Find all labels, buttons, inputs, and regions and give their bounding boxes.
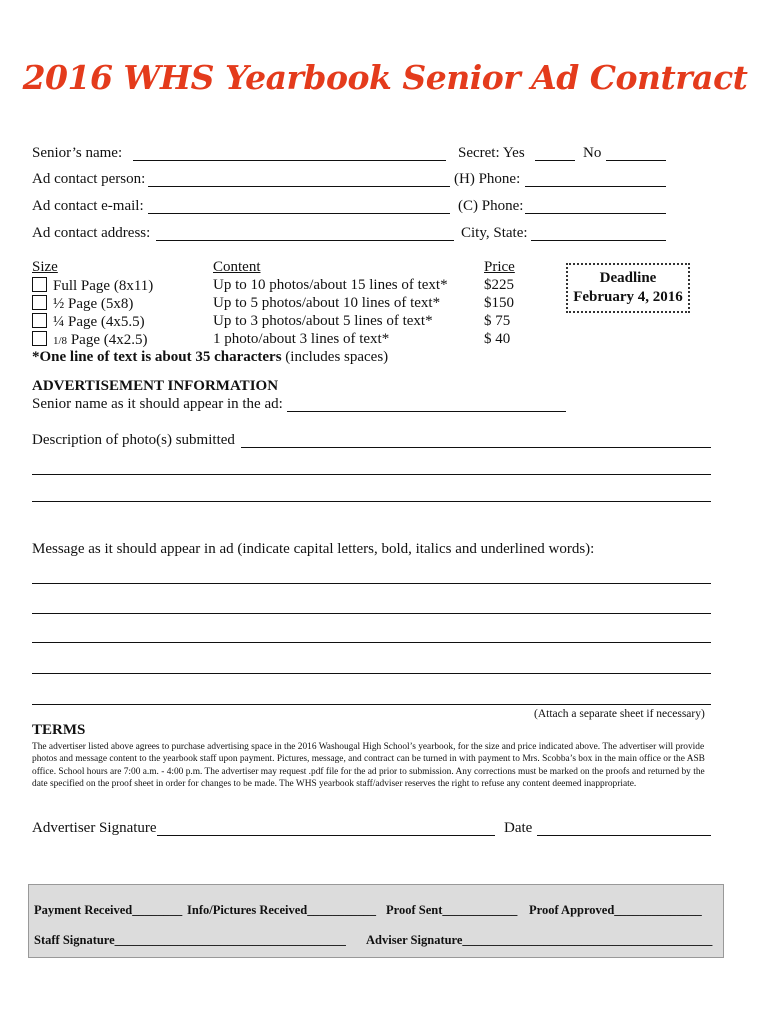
ad-contact-email-label: Ad contact e-mail: (32, 198, 144, 214)
content-cell: Up to 10 photos/about 15 lines of text* (213, 277, 448, 293)
message-field[interactable] (32, 642, 711, 643)
price-cell: $225 (484, 277, 514, 293)
cell-phone-field[interactable] (525, 213, 666, 214)
photo-description-label: Description of photo(s) submitted (32, 432, 235, 448)
advertisement-heading: ADVERTISEMENT INFORMATION (32, 378, 279, 394)
content-cell: Up to 3 photos/about 5 lines of text* (213, 313, 433, 329)
size-option: 1/8 Page (4x2.5) (32, 331, 147, 349)
price-cell: $150 (484, 295, 514, 311)
secret-yes-field[interactable] (535, 160, 575, 161)
message-field[interactable] (32, 613, 711, 614)
terms-heading: TERMS (32, 722, 86, 738)
adviser-signature: Adviser Signature________________________________________ (366, 933, 713, 947)
ad-contact-address-field[interactable] (156, 240, 454, 241)
price-header: Price (484, 259, 515, 275)
senior-name-ad-label: Senior name as it should appear in the ad: (32, 396, 283, 412)
ad-contact-person-field[interactable] (148, 186, 450, 187)
photo-description-field[interactable] (32, 501, 711, 502)
photo-description-field[interactable] (241, 447, 711, 448)
date-label: Date (504, 820, 533, 836)
proof-approved: Proof Approved______________ (529, 903, 702, 917)
senior-name-field[interactable] (133, 160, 446, 161)
content-header: Content (213, 259, 261, 275)
cell-phone-label: (C) Phone: (458, 198, 524, 214)
payment-received: Payment Received________ (34, 903, 183, 917)
ad-contact-email-field[interactable] (148, 213, 450, 214)
size-option: ½ Page (5x8) (32, 295, 133, 313)
senior-name-label: Senior’s name: (32, 145, 123, 161)
message-field[interactable] (32, 583, 711, 584)
line-length-note: *One line of text is about 35 characters (includes spaces) (32, 349, 389, 365)
price-cell: $ 75 (484, 313, 511, 329)
advertiser-signature-field[interactable] (157, 835, 495, 836)
message-field[interactable] (32, 673, 711, 674)
deadline-box (566, 263, 690, 313)
price-cell: $ 40 (484, 331, 511, 347)
content-cell: 1 photo/about 3 lines of text* (213, 331, 390, 347)
content-cell: Up to 5 photos/about 10 lines of text* (213, 295, 441, 311)
checkbox-half-page[interactable] (32, 295, 47, 310)
home-phone-field[interactable] (525, 186, 666, 187)
city-state-field[interactable] (531, 240, 666, 241)
page-title: 2016 WHS Yearbook Senior Ad Contract (22, 58, 748, 97)
secret-yes-label: Secret: Yes (458, 145, 525, 161)
proof-sent: Proof Sent____________ (386, 903, 518, 917)
date-field[interactable] (537, 835, 711, 836)
senior-name-ad-field[interactable] (287, 411, 566, 412)
staff-signature: Staff Signature_____________________________________ (34, 933, 346, 947)
home-phone-label: (H) Phone: (454, 171, 521, 187)
info-pictures-received: Info/Pictures Received___________ (187, 903, 376, 917)
checkbox-eighth-page[interactable] (32, 331, 47, 346)
terms-body: The advertiser listed above agrees to purchase advertising space in the 2016 Washougal High School’s yearbook, for the size and price indicated above. The advertiser will provide photos and message content to the yearbook staff upon payment. Pictures, message, and contract can be turned in with payment to Mrs. Scobba’s box in the main office or the ASB office. School hours are 7:00 a.m. - 4:00 p.m. The advertiser may request .pdf file for the ad prior to submission. Any corrections must be marked on the proofs and returned by the date specified on the proof sheet in order for changes to be made. The WHS yearbook staff/adviser reserves the right to refuse any content deemed inappropriate. (32, 742, 705, 789)
ad-contact-person-label: Ad contact person: (32, 171, 146, 187)
secret-no-field[interactable] (606, 160, 666, 161)
photo-description-field[interactable] (32, 474, 711, 475)
city-state-label: City, State: (461, 225, 528, 241)
deadline-label: Deadline (599, 270, 657, 286)
ad-contact-address-label: Ad contact address: (32, 225, 151, 241)
message-label: Message as it should appear in ad (indicate capital letters, bold, italics and underlined words): (32, 541, 595, 557)
attach-note: (Attach a separate sheet if necessary) (534, 708, 705, 720)
size-option: Full Page (8x11) (32, 277, 153, 295)
deadline-date: February 4, 2016 (573, 289, 683, 305)
checkbox-quarter-page[interactable] (32, 313, 47, 328)
size-option: ¼ Page (4x5.5) (32, 313, 145, 331)
message-field[interactable] (32, 704, 711, 705)
advertiser-signature-label: Advertiser Signature (32, 820, 157, 836)
checkbox-full-page[interactable] (32, 277, 47, 292)
size-header: Size (32, 259, 58, 275)
secret-no-label: No (583, 145, 602, 161)
